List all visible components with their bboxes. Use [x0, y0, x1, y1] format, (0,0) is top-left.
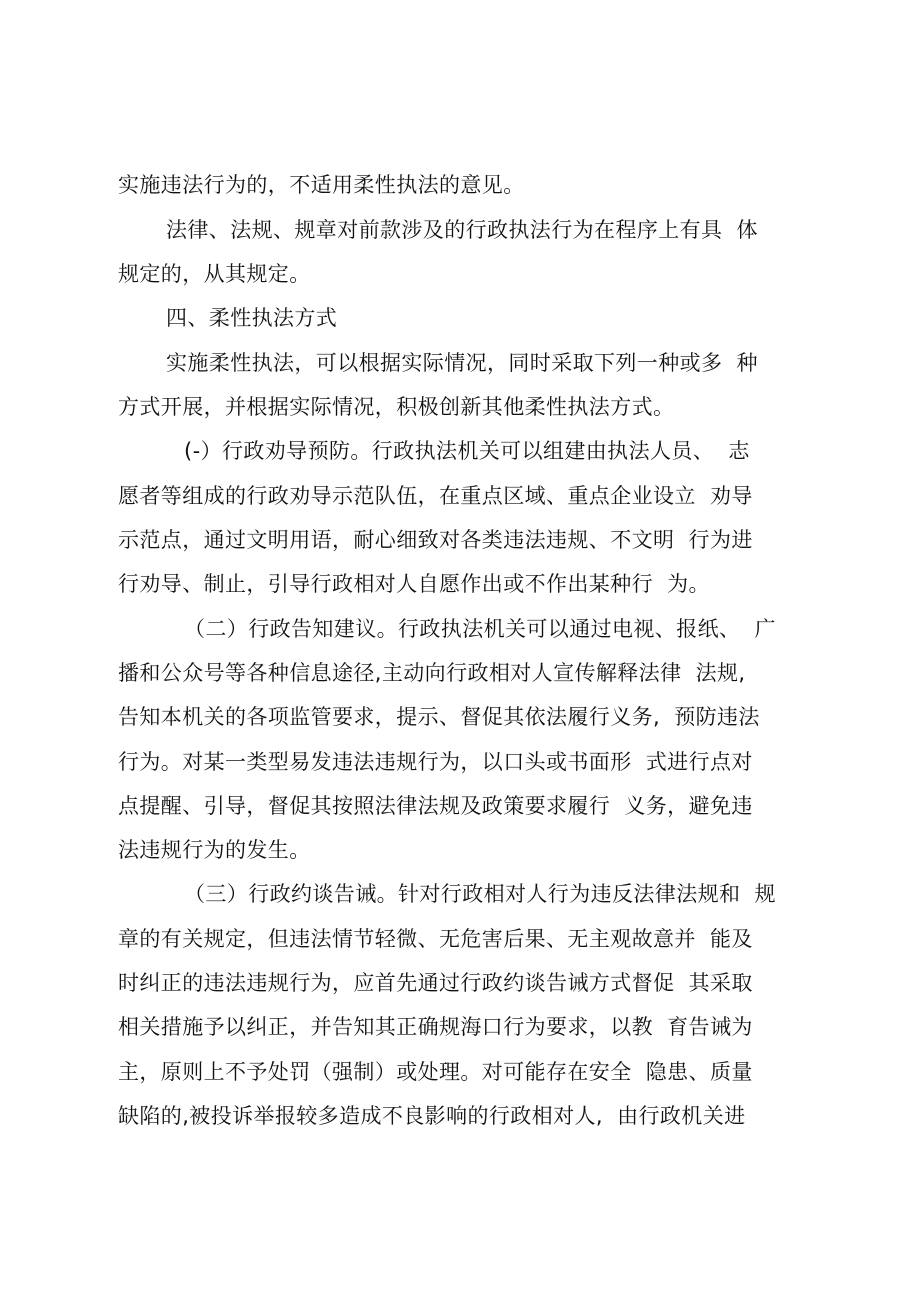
paragraph-line: 时纠正的违法违规行为，应首先通过行政约谈告诫方式督促 其采取	[118, 971, 753, 995]
paragraph-line: 告知本机关的各项监管要求，提示、督促其依法履行义务, 预防违法	[118, 705, 760, 729]
paragraph-line: 播和公众号等各种信息途径,主动向行政相对人宣传解释法律 法规,	[118, 661, 746, 685]
paragraph-line: 法违规行为的发生。	[118, 838, 311, 862]
paragraph-line: 实施违法行为的，不适用柔性执法的意见。	[118, 173, 525, 197]
paragraph-line: 方式开展，并根据实际情况，积极创新其他柔性执法方式。	[118, 395, 675, 419]
paragraph-line: （二）行政告知建议。行政执法机关可以通过电视、报纸、 广	[184, 617, 776, 641]
paragraph-line: 法律、法规、规章对前款涉及的行政执法行为在程序上有具 体	[166, 218, 758, 242]
paragraph-line: 示范点，通过文明用语，耐心细致对各类违法违规、不文明 行为进	[118, 528, 753, 552]
paragraph-line: (-）行政劝导预防。行政执法机关可以组建由执法人员、 志	[184, 439, 750, 463]
paragraph-line: 点提醒、引导，督促其按照法律法规及政策要求履行 义务，避免违	[118, 794, 753, 818]
paragraph-line: 主，原则上不予处罚（强制）或处理。对可能存在安全 隐患、质量	[118, 1060, 753, 1084]
paragraph-line: 相关措施予以纠正，并告知其正确规海口行为要求，以教 育告诫为	[118, 1015, 753, 1039]
paragraph-line: 愿者等组成的行政劝导示范队伍，在重点区域、重点企业设立 劝导	[118, 484, 753, 508]
paragraph-line: 缺陷的,被投诉举报较多造成不良影响的行政相对人, 由行政机关进	[118, 1104, 746, 1128]
paragraph-line: （三）行政约谈告诫。针对行政相对人行为违反法律法规和 规	[184, 882, 776, 906]
paragraph-line: 规定的，从其规定。	[118, 262, 311, 286]
paragraph-line: 实施柔性执法，可以根据实际情况，同时采取下列一种或多 种	[166, 351, 758, 375]
paragraph-line: 行为。对某一类型易发违法违规行为，以口头或书面形 式进行点对	[118, 750, 753, 774]
section-heading: 四、柔性执法方式	[166, 306, 338, 330]
paragraph-line: 行劝导、制止，引导行政相对人自愿作出或不作出某种行 为。	[118, 572, 710, 596]
paragraph-line: 章的有关规定，但违法情节轻微、无危害后果、无主观故意并 能及	[118, 927, 753, 951]
